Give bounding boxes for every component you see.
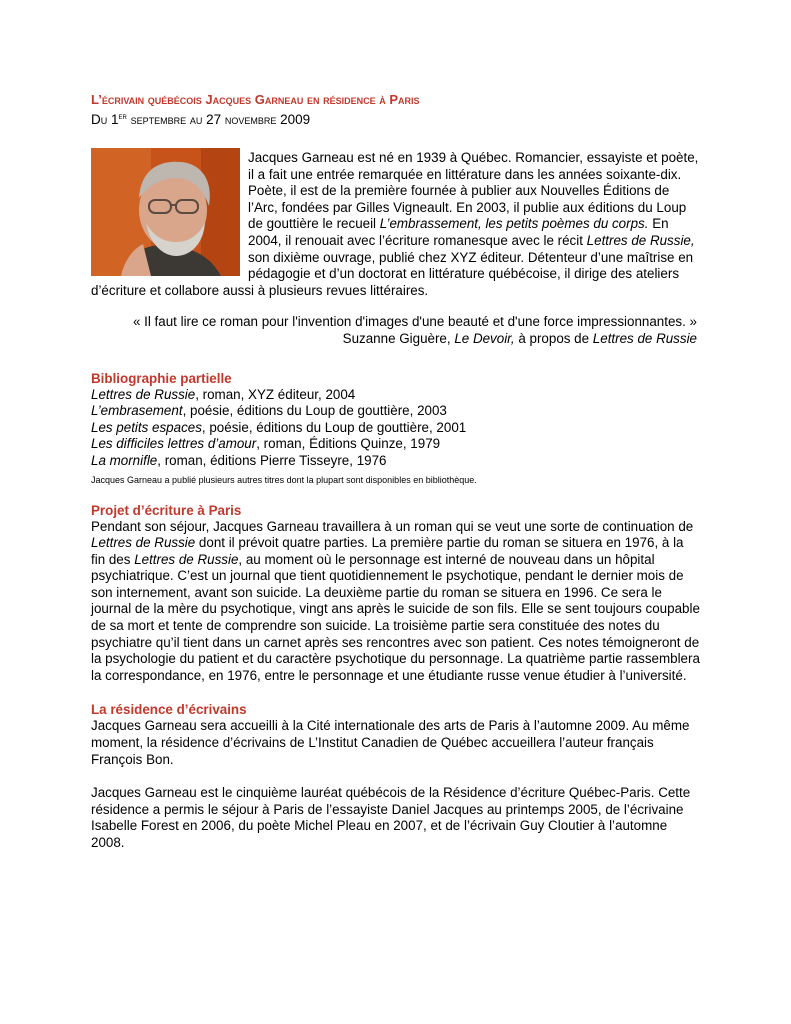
paragraph-gap — [91, 768, 701, 785]
quote-source: Le Devoir, — [454, 330, 515, 346]
bibliography-item — [91, 436, 701, 453]
book-details: , roman, Éditions Quinze, 1979 — [256, 436, 441, 452]
date-start: Du 1 — [91, 112, 119, 127]
document-title: L’écrivain québécois Jacques Garneau en résidence à Paris — [91, 92, 420, 107]
date-end: septembre au 27 novembre 2009 — [126, 112, 311, 127]
bibliography-item — [91, 403, 701, 420]
date-ordinal: er — [118, 112, 127, 121]
project-title-ref: Lettres de Russie — [134, 551, 239, 567]
author-photo — [91, 148, 240, 276]
book-title: Les petits espaces — [91, 419, 202, 435]
document-dates — [91, 108, 701, 128]
book-details: , poésie, éditions du Loup de gouttière, 2003 — [182, 403, 447, 419]
bibliography-heading: Bibliographie partielle — [91, 370, 232, 386]
author-portrait-image — [91, 148, 240, 276]
project-segment: , au moment où le personnage est interné de nouveau dans un hôpital psychiatrique. C’est un journal que tient quotidiennement le psychotique, pendant le dernier mois de son internement, avant son suicide. La deuxième partie du roman se situera en 1996. Ce sera le journal de la mère du psychotique, vingt ans après le suicide de son fils. Elle se sent toujours coupable de sa mort et tente de comprendre son suicide. La troisième partie sera constituée des notes du psychiatre qu’il tient dans un carnet après ses rencontres avec son patient. Ces notes témoigneront de la psychologie du patient et du caractère psychotique du personnage. La quatrième partie rassemblera la correspondance, en 1976, entre le personnage et une étudiante russe venue étudier à l’université. — [91, 551, 700, 683]
author-bio — [91, 150, 701, 299]
book-title: L’embrasement — [91, 403, 183, 419]
book-title: La mornifle — [91, 452, 158, 468]
bio-segment: son dixième ouvrage, publié chez XYZ éditeur. Détenteur d’une maîtrise en pédagogie et d’un doctorat en littérature québécoise, il dirige des ateliers d’écriture et collabore aussi à plusieurs revues littéraires. — [91, 249, 694, 298]
residence-section — [91, 701, 701, 851]
bio-title-lettres: Lettres de Russie, — [586, 232, 695, 248]
book-details: , roman, XYZ éditeur, 2004 — [195, 386, 356, 402]
project-segment: Pendant son séjour, Jacques Garneau travaillera à un roman qui se veut une sorte de continuation de — [91, 518, 694, 534]
book-title: Les difficiles lettres d’amour — [91, 436, 257, 452]
residence-paragraph-1: Jacques Garneau sera accueilli à la Cité internationale des arts de Paris à l’automne 2009. Au même moment, la résidence d’écrivains de L’Institut Canadien de Québec accueillera l’auteur français François Bon. — [91, 718, 690, 767]
project-title-ref: Lettres de Russie — [91, 535, 196, 551]
residence-paragraph-2: Jacques Garneau est le cinquième lauréat québécois de la Résidence d’écriture Québec-Paris. Cette résidence a permis le séjour à Paris de l’essayiste Daniel Jacques au printemps 2005, de l’écrivaine Isabelle Forest en 2006, du poète Michel Pleau en 2007, et de l’écrivain Guy Cloutier à l’automne 2008. — [91, 785, 691, 850]
book-details: , poésie, éditions du Loup de gouttière, 2001 — [201, 419, 467, 435]
bio-title-embrassement: L’embrassement, les petits poèmes du corps. — [379, 216, 649, 232]
bibliography-section — [91, 370, 701, 487]
quote-about: à propos de — [514, 330, 593, 346]
project-heading: Projet d’écriture à Paris — [91, 502, 242, 518]
document-content — [91, 92, 701, 852]
bio-segment: En 2004, il renouait avec l’écriture romanesque avec le récit — [248, 216, 669, 248]
bibliography-item — [91, 453, 701, 470]
bibliography-item — [91, 387, 701, 404]
bio-segment: Jacques Garneau est né en 1939 à Québec. Romancier, essayiste et poète, il a fait une entrée remarquée en littérature dans les années soixante-dix. Poète, il est de la première fournée à publier aux Nouvelles Éditions de l’Arc, fondées par Gilles Vigneault. En 2003, il publie aux éditions du Loup de gouttière le recueil — [248, 150, 699, 232]
project-segment: dont il prévoit quatre parties. La première partie du roman se situera en 1976, à la fin des — [91, 535, 684, 567]
book-details: , roman, éditions Pierre Tisseyre, 1976 — [157, 452, 387, 468]
residence-heading: La résidence d’écrivains — [91, 702, 247, 718]
bibliography-item — [91, 420, 701, 437]
book-title: Lettres de Russie — [91, 386, 196, 402]
project-section — [91, 502, 701, 685]
quote-author: Suzanne Giguère, — [342, 330, 455, 346]
project-text — [91, 519, 701, 685]
press-quote — [91, 314, 701, 347]
quote-work: Lettres de Russie — [592, 330, 697, 346]
bibliography-note: Jacques Garneau a publié plusieurs autres titres dont la plupart sont disponibles en bibliothèque. — [91, 474, 477, 485]
quote-text: « Il faut lire ce roman pour l'invention d'images d'une beauté et d'une force impressionnantes. » — [132, 314, 697, 330]
quote-attribution — [91, 331, 697, 348]
